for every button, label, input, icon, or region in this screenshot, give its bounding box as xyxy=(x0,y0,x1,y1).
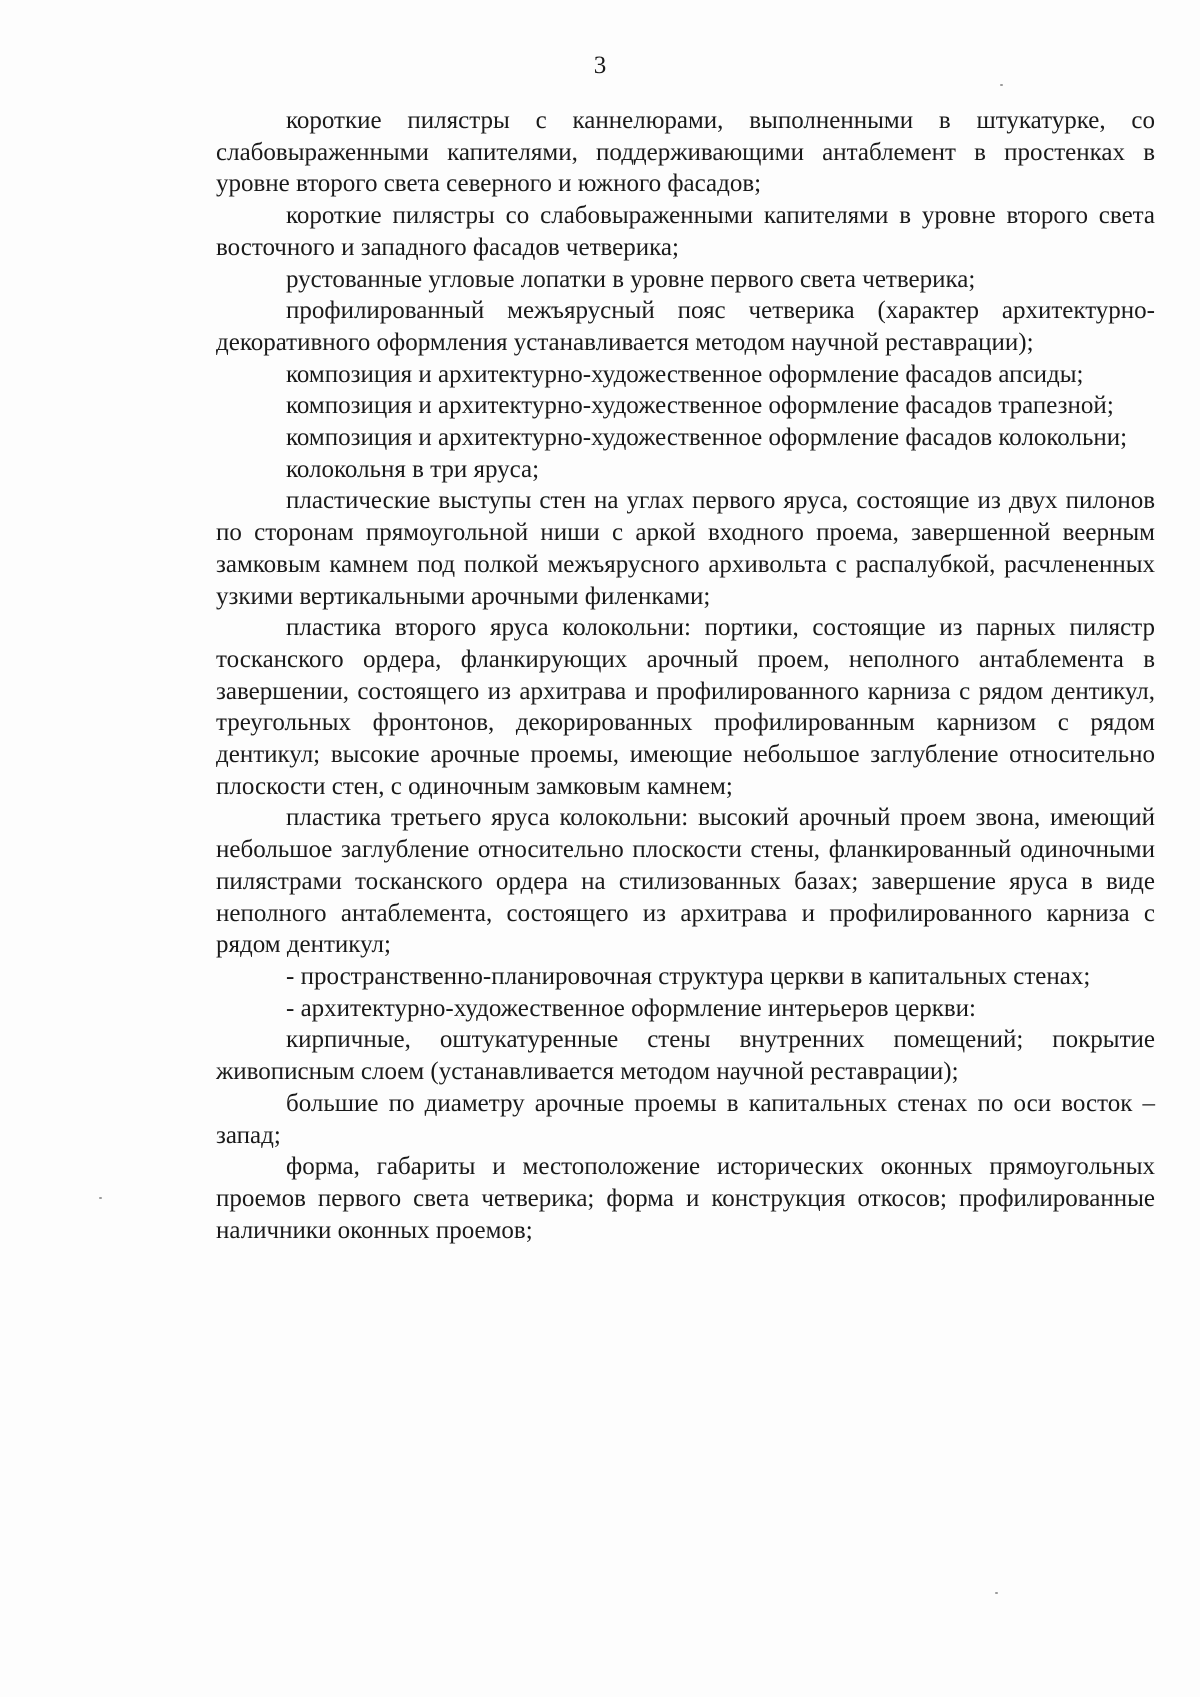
paragraph-16: форма, габариты и местоположение исторических оконных прямоугольных проемов первого света четверика; форма и конструкция откосов; профилированные наличники оконных проемов; xyxy=(216,1153,1155,1244)
paragraph-8: колокольня в три яруса; xyxy=(286,455,540,483)
paragraph-13: - архитектурно-художественное оформление интерьеров церкви: xyxy=(286,994,977,1022)
scan-speck xyxy=(995,1592,998,1594)
paragraph-14: кирпичные, оштукатуренные стены внутренних помещений; покрытие живописным слоем (устанавливается методом научной реставрации); xyxy=(216,1026,1155,1086)
paragraph-4: профилированный межъярусный пояс четверика (характер архитектурно-декоративного оформления устанавливается методом научной реставрации); xyxy=(216,297,1155,356)
document-body xyxy=(216,105,1155,1246)
paragraph-2: короткие пилястры со слабовыраженными капителями в уровне второго света восточного и западного фасадов четверика; xyxy=(216,202,1155,261)
paragraph-10: пластика второго яруса колокольни: портики, состоящие из парных пилястр тосканского ордера, фланкирующих арочный проем, неполного антаблемента в завершении, состоящего из архитрава и профилированного карниза с рядом дентикул, треугольных фронтонов, декорированных профилированным карнизом с рядом дентикул; высокие арочные проемы, имеющие небольшое заглубление относительно плоскости стен, с одиночным замковым камнем; xyxy=(216,614,1155,800)
paragraph-5: композиция и архитектурно-художественное оформление фасадов апсиды; xyxy=(286,360,1084,388)
paragraph-12: - пространственно-планировочная структура церкви в капитальных стенах; xyxy=(286,962,1091,990)
paragraph-6: композиция и архитектурно-художественное оформление фасадов трапезной; xyxy=(286,392,1114,420)
page-number: 3 xyxy=(593,52,607,79)
paragraph-1: короткие пилястры с каннелюрами, выполненными в штукатурке, со слабовыраженными капителями, поддерживающими антаблемент в простенках в уровне второго света северного и южного фасадов; xyxy=(216,107,1155,198)
paragraph-3: рустованные угловые лопатки в уровне первого света четверика; xyxy=(286,265,976,293)
paragraph-11: пластика третьего яруса колокольни: высокий арочный проем звона, имеющий небольшое заглубление относительно плоскости стены, фланкированный одиночными пилястрами тосканского ордера на стилизованных базах; завершение яруса в виде неполного антаблемента, состоящего из архитрава и профилированного карниза с рядом дентикул; xyxy=(216,804,1155,959)
paragraph-7: композиция и архитектурно-художественное оформление фасадов колокольни; xyxy=(286,424,1128,452)
scan-speck xyxy=(1000,84,1003,86)
scan-speck xyxy=(99,1197,102,1199)
paragraph-15: большие по диаметру арочные проемы в капитальных стенах по оси восток – запад; xyxy=(216,1089,1155,1149)
paragraph-9: пластические выступы стен на углах первого яруса, состоящие из двух пилонов по сторонам прямоугольной ниши с аркой входного проема, завершенной веерным замковым камнем под полкой межъярусного архивольта с распалубкой, расчлененных узкими вертикальными арочными филенками; xyxy=(216,487,1155,610)
